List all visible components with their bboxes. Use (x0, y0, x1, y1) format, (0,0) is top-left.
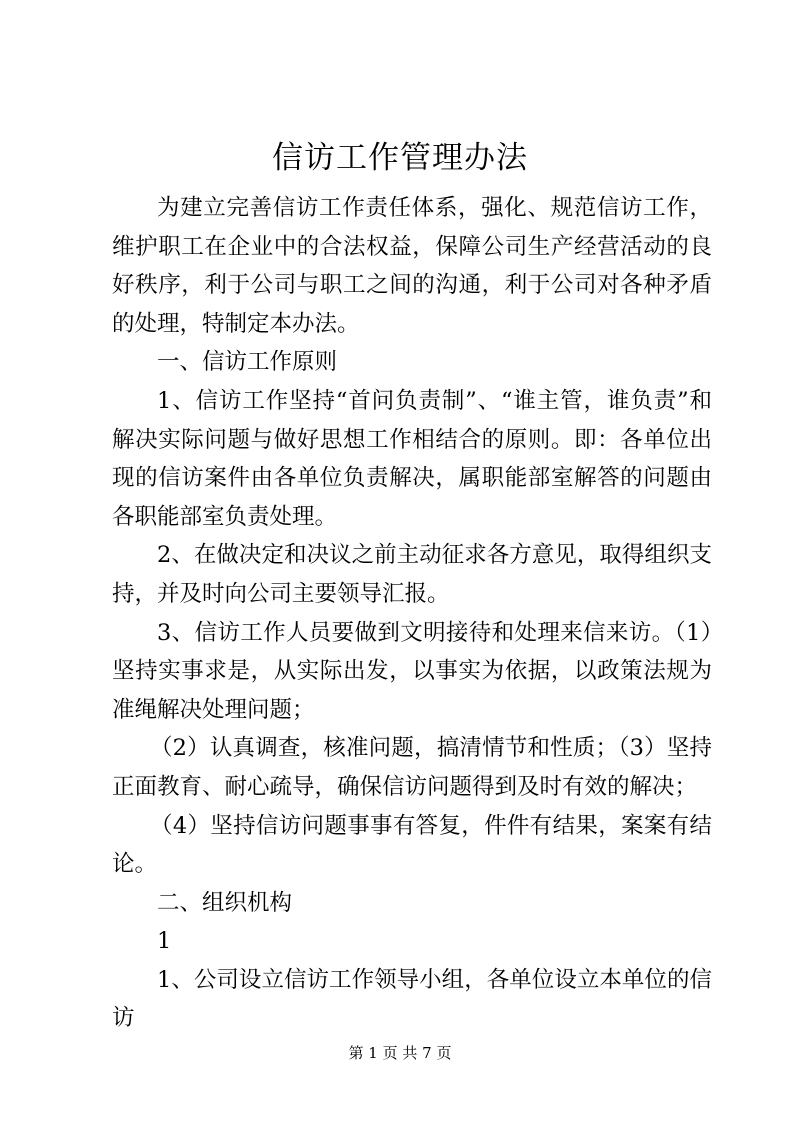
paragraph-principle-2: 2、在做决定和决议之前主动征求各方意见，取得组织支持，并及时向公司主要领导汇报。 (112, 542, 712, 607)
paragraph-number-marker: 1 (157, 928, 172, 955)
paragraph-principle-3-items-2-3: （2）认真调查，核准问题，搞清情节和性质；（3）坚持正面教育、耐心疏导，确保信访问题得到及时有效的解决； (112, 735, 712, 800)
section-heading-principles: 一、信访工作原则 (157, 349, 338, 376)
paragraph-organization-1: 1、公司设立信访工作领导小组，各单位设立本单位的信访 (112, 966, 712, 1032)
paragraph-principle-1: 1、信访工作坚持“首问负责制”、“谁主管，谁负责”和解决实际问题与做好思想工作相结合的原则。即：各单位出现的信访案件由各单位负责解决，属职能部室解答的问题由各职能部室负责处理。 (112, 387, 712, 530)
page-footer: 第 1 页 共 7 页 (348, 1044, 452, 1062)
document-title: 信访工作管理办法 (272, 140, 528, 176)
paragraph-intro: 为建立完善信访工作责任体系，强化、规范信访工作，维护职工在企业中的合法权益，保障公司生产经营活动的良好秩序，利于公司与职工之间的沟通，利于公司对各种矛盾的处理，特制定本办法。 (112, 195, 712, 337)
section-heading-organization: 二、组织机构 (157, 889, 293, 916)
paragraph-principle-3: 3、信访工作人员要做到文明接待和处理来信来访。（1）坚持实事求是，从实际出发，以事实为依据，以政策法规为准绳解决处理问题； (112, 619, 712, 723)
document-body (112, 189, 712, 1038)
paragraph-principle-3-item-4: （4）坚持信访问题事事有答复，件件有结果，案案有结论。 (112, 812, 712, 878)
